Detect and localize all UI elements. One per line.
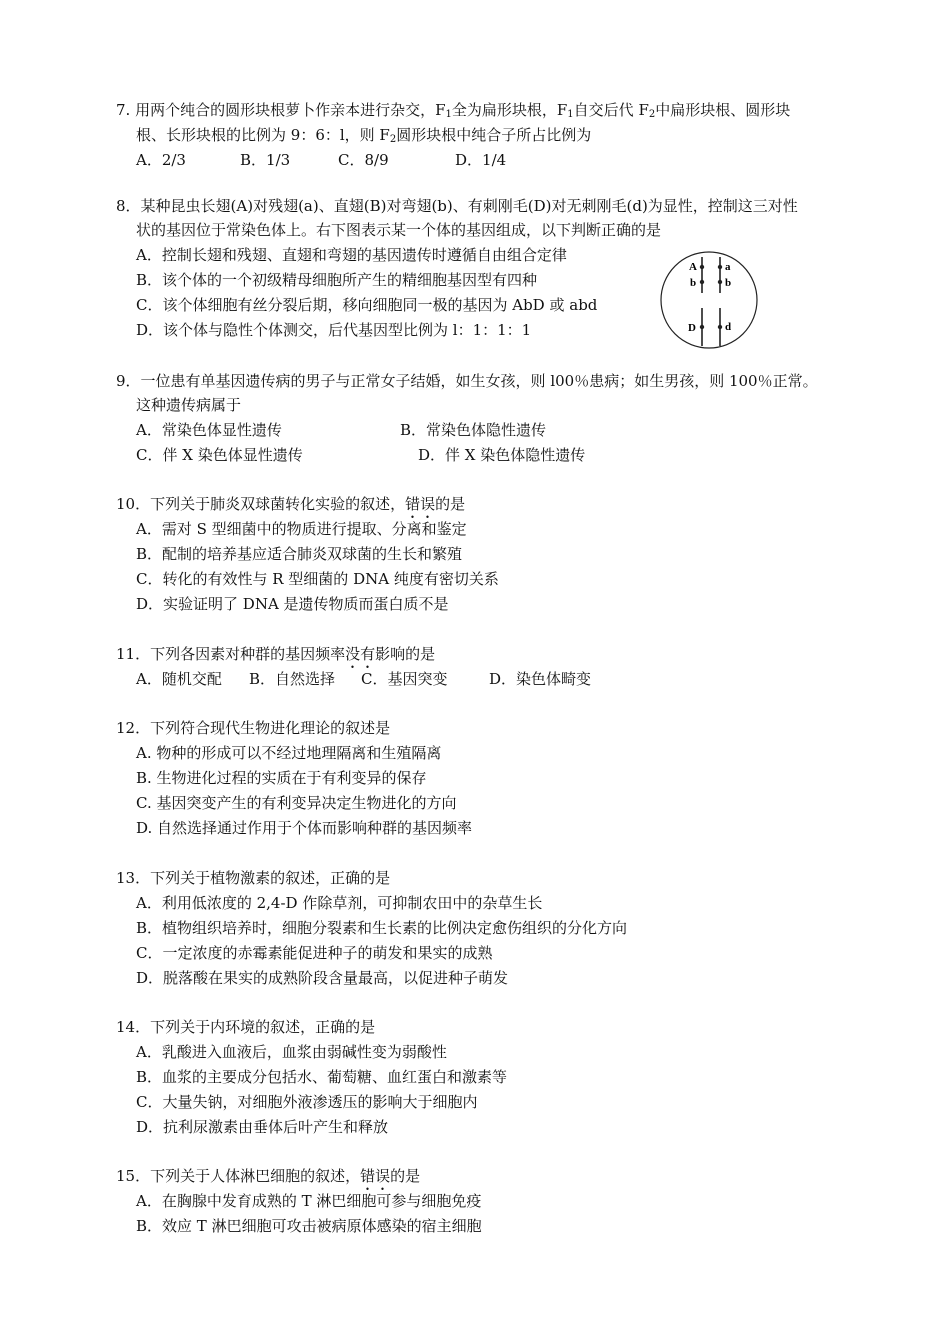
- q13-option-b[interactable]: B．植物组织培养时，细胞分裂素和生长素的比例决定愈伤组织的分化方向: [136, 919, 628, 937]
- emphasis-wrong: 错误: [405, 495, 436, 513]
- emphasis-none: 没有: [345, 645, 376, 663]
- label-b-right: b: [725, 277, 732, 289]
- label-b-left: b: [690, 277, 697, 289]
- q8-option-c[interactable]: C．该个体细胞有丝分裂后期，移向细胞同一极的基因为 AbD 或 abd: [136, 296, 598, 314]
- q15-option-a[interactable]: A．在胸腺中发育成熟的 T 淋巴细胞可参与细胞免疫: [136, 1192, 482, 1210]
- q7-option-b[interactable]: B．1/3: [240, 151, 291, 169]
- q14-option-c[interactable]: C．大量失钠，对细胞外液渗透压的影响大于细胞内: [136, 1093, 478, 1111]
- q7-stem-line1: 7. 用两个纯合的圆形块根萝卜作亲本进行杂交，$F_1$全为扁形块根，$F_1$自交后代 $F_2$中扁形块根、圆形块: [116, 101, 791, 120]
- q12-option-a[interactable]: A. 物种的形成可以不经过地理隔离和生殖隔离: [136, 744, 442, 762]
- q7-stem-line2: 根、长形块根的比例为 9：6：l，则 $F_2$圆形块根中纯合子所占比例为: [136, 126, 592, 145]
- q10-option-d[interactable]: D．实验证明了 DNA 是遗传物质而蛋白质不是: [136, 595, 449, 613]
- q13-stem: 13．下列关于植物激素的叙述，正确的是: [116, 869, 391, 887]
- q8-option-a[interactable]: A．控制长翅和残翅、直翅和弯翅的基因遗传时遵循自由组合定律: [136, 246, 567, 264]
- cell-outline: [661, 252, 757, 348]
- q7-option-a[interactable]: A．2/3: [136, 151, 186, 169]
- label-d: d: [725, 321, 732, 333]
- q8-option-b[interactable]: B．该个体的一个初级精母细胞所产生的精细胞基因型有四种: [136, 271, 538, 289]
- q9-option-c[interactable]: C．伴 X 染色体显性遗传: [136, 446, 303, 464]
- q14-option-a[interactable]: A．乳酸进入血液后，血浆由弱碱性变为弱酸性: [136, 1043, 447, 1061]
- q10-stem: 10．下列关于肺炎双球菌转化实验的叙述，错误的是: [116, 495, 466, 513]
- q10-option-b[interactable]: B．配制的培养基应适合肺炎双球菌的生长和繁殖: [136, 545, 463, 563]
- q8-stem-line1: 8．某种昆虫长翅(A)对残翅(a)、直翅(B)对弯翅(b)、有刺刚毛(D)对无刺刚毛(d)为显性，控制这三对性: [116, 197, 798, 215]
- q9-stem-line2: 这种遗传病属于: [136, 396, 242, 414]
- q14-stem: 14．下列关于内环境的叙述，正确的是: [116, 1018, 376, 1036]
- q11-option-c[interactable]: C．基因突变: [361, 670, 448, 688]
- q11-stem: 11．下列各因素对种群的基因频率没有影响的是: [116, 645, 436, 663]
- q7-option-c[interactable]: C．8/9: [338, 151, 389, 169]
- label-a: a: [725, 261, 731, 273]
- q11-option-a[interactable]: A．随机交配: [136, 670, 222, 688]
- q13-option-d[interactable]: D．脱落酸在果实的成熟阶段含量最高，以促进种子萌发: [136, 969, 509, 987]
- emphasis-wrong: 错误: [360, 1167, 391, 1185]
- q13-option-c[interactable]: C．一定浓度的赤霉素能促进种子的萌发和果实的成熟: [136, 944, 493, 962]
- q7-option-d[interactable]: D．1/4: [455, 151, 507, 169]
- q14-option-b[interactable]: B．血浆的主要成分包括水、葡萄糖、血红蛋白和激素等: [136, 1068, 508, 1086]
- q9-option-b[interactable]: B．常染色体隐性遗传: [400, 421, 547, 439]
- q8-stem-line2: 状的基因位于常染色体上。右下图表示某一个体的基因组成，以下判断正确的是: [136, 221, 662, 239]
- q9-option-a[interactable]: A．常染色体显性遗传: [136, 421, 282, 439]
- q8-option-d[interactable]: D．该个体与隐性个体测交，后代基因型比例为 l：1：1：1: [136, 321, 532, 339]
- q13-option-a[interactable]: A．利用低浓度的 2,4-D 作除草剂，可抑制农田中的杂草生长: [136, 894, 543, 912]
- label-A: A: [689, 261, 697, 273]
- q12-stem: 12．下列符合现代生物进化理论的叙述是: [116, 719, 391, 737]
- q15-stem: 15．下列关于人体淋巴细胞的叙述，错误的是: [116, 1167, 421, 1185]
- q12-option-b[interactable]: B. 生物进化过程的实质在于有利变异的保存: [136, 769, 427, 787]
- chromosome-diagram: [659, 250, 759, 350]
- q9-stem-line1: 9．一位患有单基因遗传病的男子与正常女子结婚，如生女孩，则 l00％患病；如生男孩，则 100％正常。: [116, 372, 818, 390]
- q11-option-b[interactable]: B．自然选择: [249, 670, 336, 688]
- q11-option-d[interactable]: D．染色体畸变: [489, 670, 592, 688]
- q10-option-c[interactable]: C．转化的有效性与 R 型细菌的 DNA 纯度有密切关系: [136, 570, 499, 588]
- q9-option-d[interactable]: D．伴 X 染色体隐性遗传: [418, 446, 586, 464]
- label-D: D: [688, 322, 696, 334]
- q12-option-c[interactable]: C. 基因突变产生的有利变异决定生物进化的方向: [136, 794, 457, 812]
- q15-option-b[interactable]: B．效应 T 淋巴细胞可攻击被病原体感染的宿主细胞: [136, 1217, 482, 1235]
- q12-option-d[interactable]: D. 自然选择通过作用于个体而影响种群的基因频率: [136, 819, 473, 837]
- q10-option-a[interactable]: A．需对 S 型细菌中的物质进行提取、分离和鉴定: [136, 520, 467, 538]
- q14-option-d[interactable]: D．抗利尿激素由垂体后叶产生和释放: [136, 1118, 389, 1136]
